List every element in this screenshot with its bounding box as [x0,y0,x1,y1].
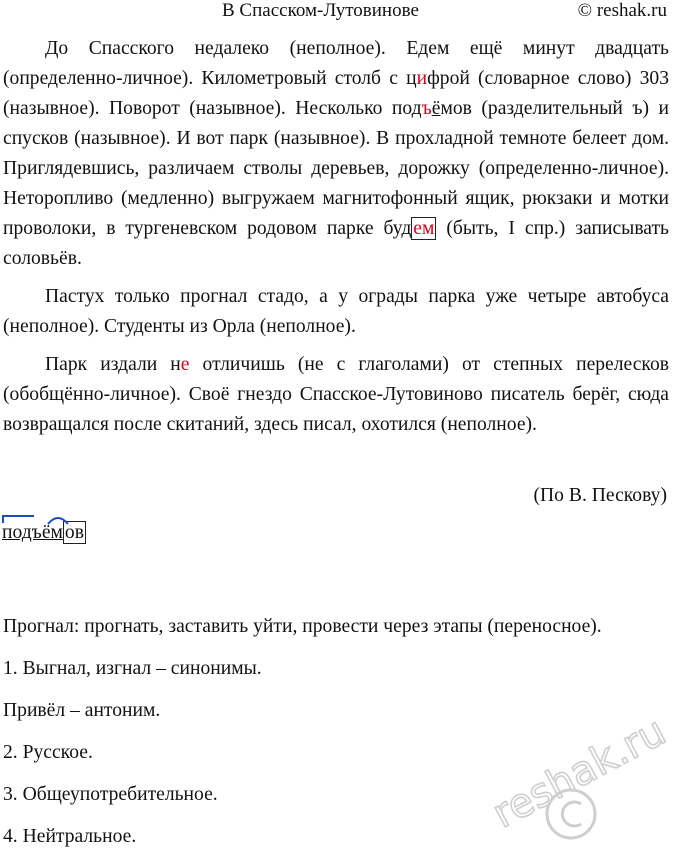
text-segment: мов (разделительный ъ) и спусков (назывное). И вот парк (назывное). В прохладной темноте белеет дом. Приглядевшись, различаем стволы деревьев, дорожку (определенно-личное). Неторопливо (медленно) выгружаем магнитофонный ящик, рюкзаки и мотки проволоки, в тургеневском родовом парке буд [3,98,669,239]
analysis-line: 2. Русское. [3,742,93,763]
highlighted-letter: и [416,68,428,89]
analysis-line: 4. Нейтральное. [3,826,137,847]
text-segment: отличишь (не с глаголами) от степных перелесков (обобщённо-личное). Своё гнездо Спасское-Лутовиново писатель берёг, сюда возвращался после скитаний, здесь писал, охотился (неполное). [3,354,669,435]
prefix-mark-icon [3,516,34,523]
main-text [3,34,669,440]
watermark-text: reshak.ru [485,708,673,838]
morph-word [2,522,86,544]
highlighted-letter: ъ [421,98,432,119]
source-attribution: (По В. Пескову) [533,485,667,506]
analysis-line: Привёл – антоним. [3,700,161,721]
highlighted-letter: е [180,354,190,375]
text-segment: До Спасского недалеко (неполное). Едем ещё минут двадцать (определенно-личное). Километровый столб с ц [3,38,669,89]
text-segment: фрой (словарное слово) 303 (назывное). Поворот (назывное). Несколько под [3,68,669,119]
paragraph-1 [3,34,669,274]
text-segment: Парк издали н [45,354,181,375]
word-analysis [3,616,602,848]
analysis-line: 3. Общеупотребительное. [3,784,218,805]
underlined-letter: ё [431,98,441,119]
boxed-ending: ем [413,218,435,239]
morpheme-marks-icon [2,514,92,526]
site-label: © reshak.ru [577,0,667,21]
root-arc-icon [48,518,68,524]
text-segment: (быть, I спр.) записывать соловьёв. [3,218,669,269]
page-title: В Спасском-Лутовинове [222,0,419,21]
analysis-line: Прогнал: прогнать, заставить уйти, провести через этапы (переносное). [3,616,602,637]
page-header [0,0,673,26]
morph-stem: подъём [2,522,63,543]
paragraph-3 [3,350,669,440]
morphemic-analysis [2,522,86,544]
morph-ending: ов [64,522,84,543]
analysis-line: 1. Выгнал, изгнал – синонимы. [3,658,262,679]
paragraph-2: Пастух только прогнал стадо, а у ограды парка уже четыре автобуса (неполное). Студенты из Орла (неполное). [3,286,669,337]
